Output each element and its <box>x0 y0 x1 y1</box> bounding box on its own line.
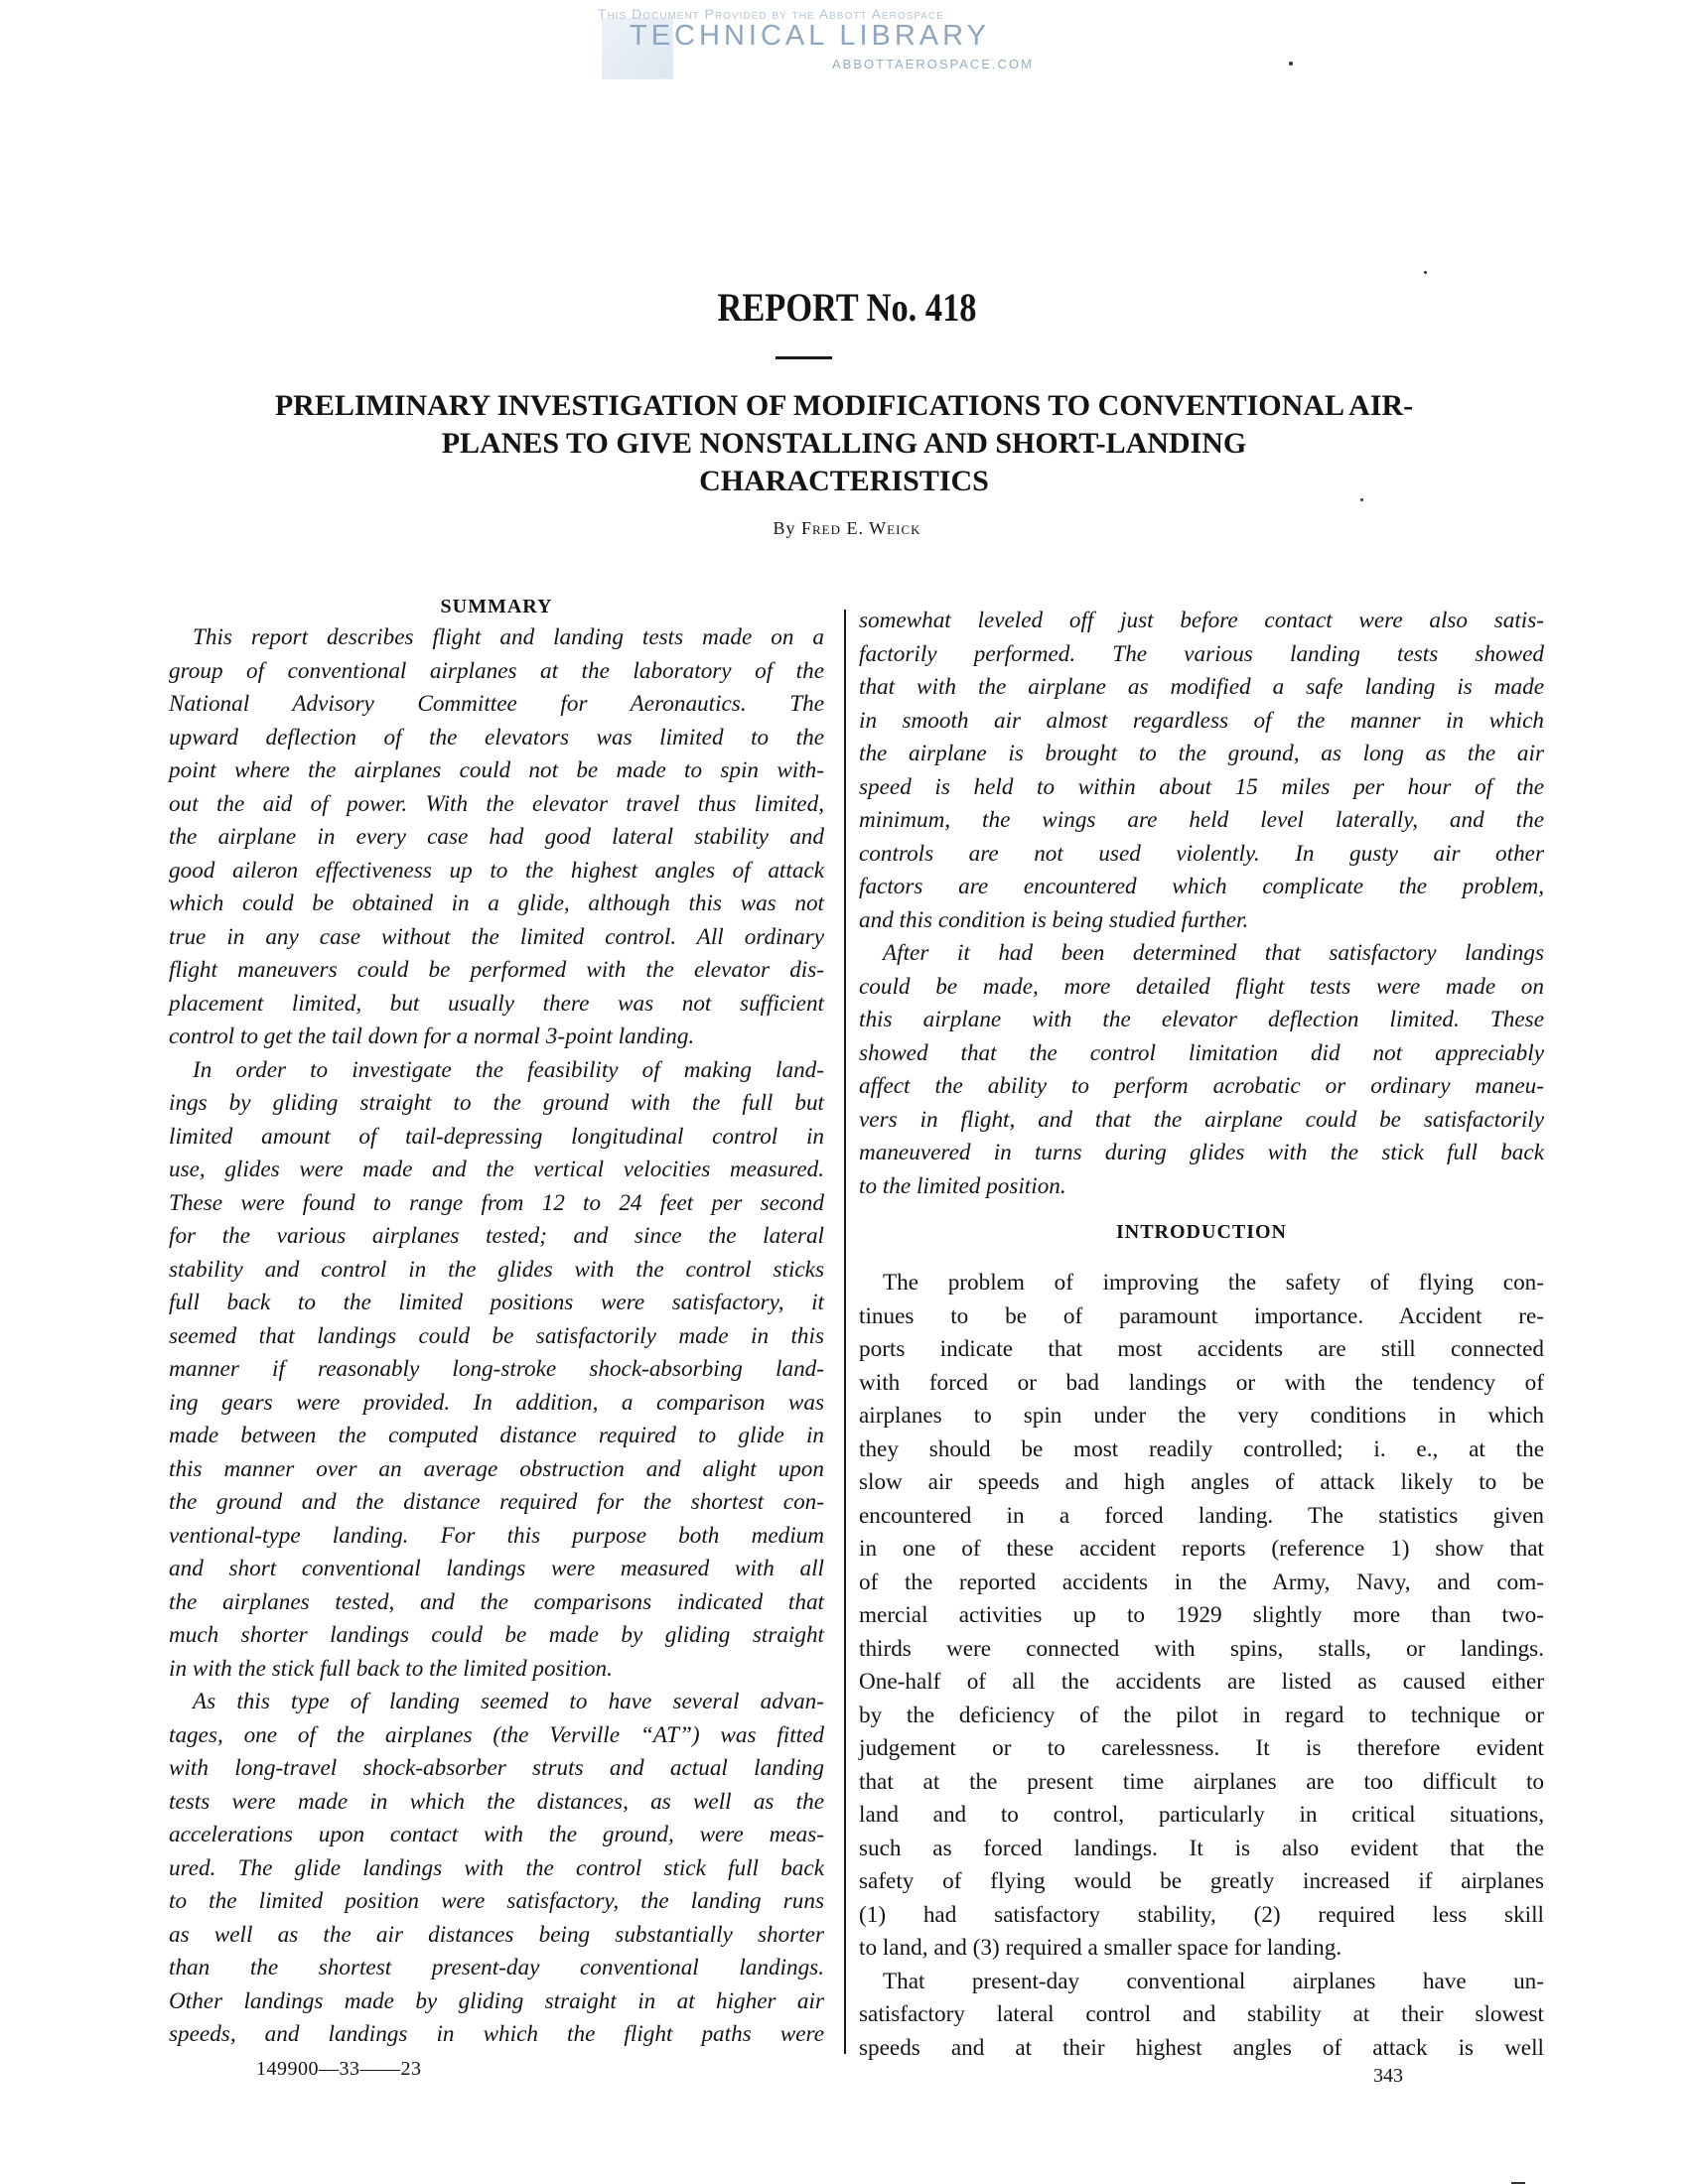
text-line: for the various airplanes tested; and since the lateral <box>169 1223 824 1249</box>
text-line: as well as the air distances being substantially shorter <box>169 1921 824 1948</box>
text-line: and short conventional landings were measured with all <box>169 1556 824 1581</box>
author-name: Fred E. Weick <box>801 518 921 538</box>
text-line: speed is held to within about 15 miles per hour of the <box>859 773 1544 800</box>
title-line: PLANES TO GIVE NONSTALLING AND SHORT-LANDING <box>441 427 1247 460</box>
text-line: stability and control in the glides with the control sticks <box>169 1256 824 1283</box>
text-line: minimum, the wings are held level laterally, and the <box>859 807 1544 833</box>
title-rule <box>776 356 832 359</box>
text-line: slow air speeds and high angles of attack likely to be <box>859 1469 1544 1495</box>
text-line: that at the present time airplanes are too difficult to <box>859 1768 1544 1795</box>
text-line: to land, and (3) required a smaller space for landing. <box>859 1935 1342 1961</box>
text-line: flight maneuvers could be performed with the elevator dis- <box>169 957 824 983</box>
byline <box>0 518 1694 539</box>
watermark-url-text: ABBOTTAEROSPACE.COM <box>832 57 1034 71</box>
scan-speck <box>1424 271 1427 274</box>
text-line: showed that the control limitation did not appreciably <box>859 1039 1544 1066</box>
text-line: This report describes flight and landing tests made on a <box>193 624 824 650</box>
text-line: this airplane with the elevator deflection limited. These <box>859 1007 1544 1032</box>
page-number: 343 <box>1373 2065 1403 2087</box>
column-divider <box>844 610 846 2054</box>
text-line: tinues to be of paramount importance. Accident re- <box>859 1302 1544 1329</box>
text-line: that with the airplane as modified a safe landing is made <box>859 674 1544 700</box>
text-line: controls are not used violently. In gusty air other <box>859 840 1544 867</box>
text-line: vers in flight, and that the airplane could be satisfactorily <box>859 1106 1544 1133</box>
text-line: to the limited position. <box>859 1172 1066 1199</box>
text-line: ured. The glide landings with the control stick full back <box>169 1854 824 1881</box>
report-number: REPORT No. 418 <box>717 285 977 330</box>
scan-speck <box>1289 62 1293 66</box>
text-line: tages, one of the airplanes (the Verville “AT”) was fitted <box>169 1721 824 1748</box>
text-line: to the limited position were satisfactory, the landing runs <box>169 1888 824 1914</box>
text-line: In order to investigate the feasibility of making land- <box>193 1056 824 1083</box>
text-line: seemed that landings could be satisfactorily made in this <box>169 1322 824 1349</box>
text-line: Other landings made by gliding straight in at higher air <box>169 1987 824 2014</box>
text-line: National Advisory Committee for Aeronautics. The <box>169 691 824 717</box>
text-line: These were found to range from 12 to 24 feet per second <box>169 1189 824 1216</box>
text-line: in with the stick full back to the limited position. <box>169 1655 613 1682</box>
text-line: upward deflection of the elevators was limited to the <box>169 724 824 751</box>
text-line: land and to control, particularly in critical situations, <box>859 1802 1544 1828</box>
title-line: CHARACTERISTICS <box>699 465 989 497</box>
print-code: 149900—33——23 <box>256 2058 422 2080</box>
summary-column <box>169 621 824 2052</box>
text-line: such as forced landings. It is also evident that the <box>859 1835 1544 1861</box>
text-line: somewhat leveled off just before contact were also satis- <box>859 608 1544 633</box>
text-line: manner if reasonably long-stroke shock-absorbing land- <box>169 1356 824 1382</box>
right-column <box>859 605 1544 1203</box>
text-line: factors are encountered which complicate the problem, <box>859 874 1544 899</box>
text-line: the airplanes tested, and the comparisons indicated that <box>169 1588 824 1615</box>
text-line: tests were made in which the distances, as well as the <box>169 1788 824 1815</box>
watermark <box>596 4 1072 73</box>
text-line: (1) had satisfactory stability, (2) required less skill <box>859 1901 1544 1928</box>
text-line: of the reported accidents in the Army, Navy, and com- <box>859 1569 1544 1595</box>
introduction-heading: INTRODUCTION <box>1115 1221 1288 1243</box>
text-line: ings by gliding straight to the ground with the full but <box>169 1090 824 1116</box>
text-line: judgement or to carelessness. It is therefore evident <box>859 1735 1544 1761</box>
text-line: group of conventional airplanes at the laboratory of the <box>169 657 824 684</box>
text-line: full back to the limited positions were satisfactory, it <box>169 1290 824 1315</box>
text-line: they should be most readily controlled; i. e., at the <box>859 1435 1544 1462</box>
text-line: maneuvered in turns during glides with the stick full back <box>859 1140 1544 1165</box>
scan-speck <box>1360 498 1363 501</box>
text-line: in smooth air almost regardless of the manner in which <box>859 707 1544 734</box>
text-line: That present-day conventional airplanes have un- <box>883 1968 1544 1994</box>
summary-heading: SUMMARY <box>440 596 553 617</box>
watermark-provider-text: This Document Provided by the Abbott Aerospace <box>598 6 944 22</box>
text-line: accelerations upon contact with the ground, were meas- <box>169 1822 824 1847</box>
text-line: by the deficiency of the pilot in regard to technique or <box>859 1702 1544 1728</box>
text-line: and this condition is being studied further. <box>859 906 1249 933</box>
text-line: The problem of improving the safety of flying con- <box>883 1270 1544 1296</box>
text-line: with long-travel shock-absorber struts and actual landing <box>169 1755 824 1781</box>
text-line: with forced or bad landings or with the tendency of <box>859 1369 1544 1396</box>
text-line: encountered in a forced landing. The statistics given <box>859 1502 1544 1529</box>
text-line: made between the computed distance required to glide in <box>169 1423 824 1448</box>
text-line: ing gears were provided. In addition, a comparison was <box>169 1389 824 1416</box>
text-line: affect the ability to perform acrobatic or ordinary maneu- <box>859 1073 1544 1099</box>
text-line: out the aid of power. With the elevator travel thus limited, <box>169 790 824 817</box>
text-line: placement limited, but usually there was not sufficient <box>169 990 824 1017</box>
text-line: thirds were connected with spins, stalls, or landings. <box>859 1635 1544 1662</box>
text-line: the airplane is brought to the ground, as long as the air <box>859 741 1544 766</box>
text-line: could be made, more detailed flight tests were made on <box>859 973 1544 1000</box>
text-line: speeds and at their highest angles of attack is well <box>859 2034 1544 2061</box>
text-line: control to get the tail down for a normal 3-point landing. <box>169 1024 695 1049</box>
text-line: satisfactory lateral control and stability at their slowest <box>859 2001 1544 2027</box>
byline-prefix: By <box>773 518 796 538</box>
text-line: factorily performed. The various landing tests showed <box>859 640 1544 667</box>
watermark-library-text: TECHNICAL LIBRARY <box>630 20 990 52</box>
text-line: than the shortest present-day conventional landings. <box>169 1955 824 1980</box>
text-line: in one of these accident reports (reference 1) show that <box>859 1536 1544 1562</box>
text-line: point where the airplanes could not be made to spin with- <box>169 757 824 783</box>
text-line: ventional-type landing. For this purpose both medium <box>169 1522 824 1549</box>
introduction-column <box>859 1267 1544 2065</box>
report-title <box>149 387 1539 500</box>
text-line: After it had been determined that satisfactory landings <box>883 940 1544 966</box>
text-line: good aileron effectiveness up to the highest angles of attack <box>169 857 824 884</box>
text-line: which could be obtained in a glide, although this was not <box>169 890 824 916</box>
text-line: much shorter landings could be made by gliding straight <box>169 1622 824 1648</box>
text-line: As this type of landing seemed to have several advan- <box>193 1689 824 1714</box>
text-line: One-half of all the accidents are listed as caused either <box>859 1669 1544 1695</box>
text-line: the airplane in every case had good lateral stability and <box>169 824 824 850</box>
text-line: limited amount of tail-depressing longitudinal control in <box>169 1123 824 1150</box>
text-line: ports indicate that most accidents are still connected <box>859 1336 1544 1362</box>
text-line: safety of flying would be greatly increased if airplanes <box>859 1868 1544 1894</box>
title-line: PRELIMINARY INVESTIGATION OF MODIFICATIONS TO CONVENTIONAL AIR- <box>274 389 1414 422</box>
text-line: use, glides were made and the vertical velocities measured. <box>169 1157 824 1182</box>
text-line: speeds, and landings in which the flight paths were <box>169 2021 824 2047</box>
text-line: true in any case without the limited control. All ordinary <box>169 923 824 950</box>
text-line: the ground and the distance required for the shortest con- <box>169 1489 824 1515</box>
text-line: mercial activities up to 1929 slightly more than two- <box>859 1602 1544 1628</box>
text-line: airplanes to spin under the very conditions in which <box>859 1403 1544 1429</box>
text-line: this manner over an average obstruction and alight upon <box>169 1455 824 1482</box>
